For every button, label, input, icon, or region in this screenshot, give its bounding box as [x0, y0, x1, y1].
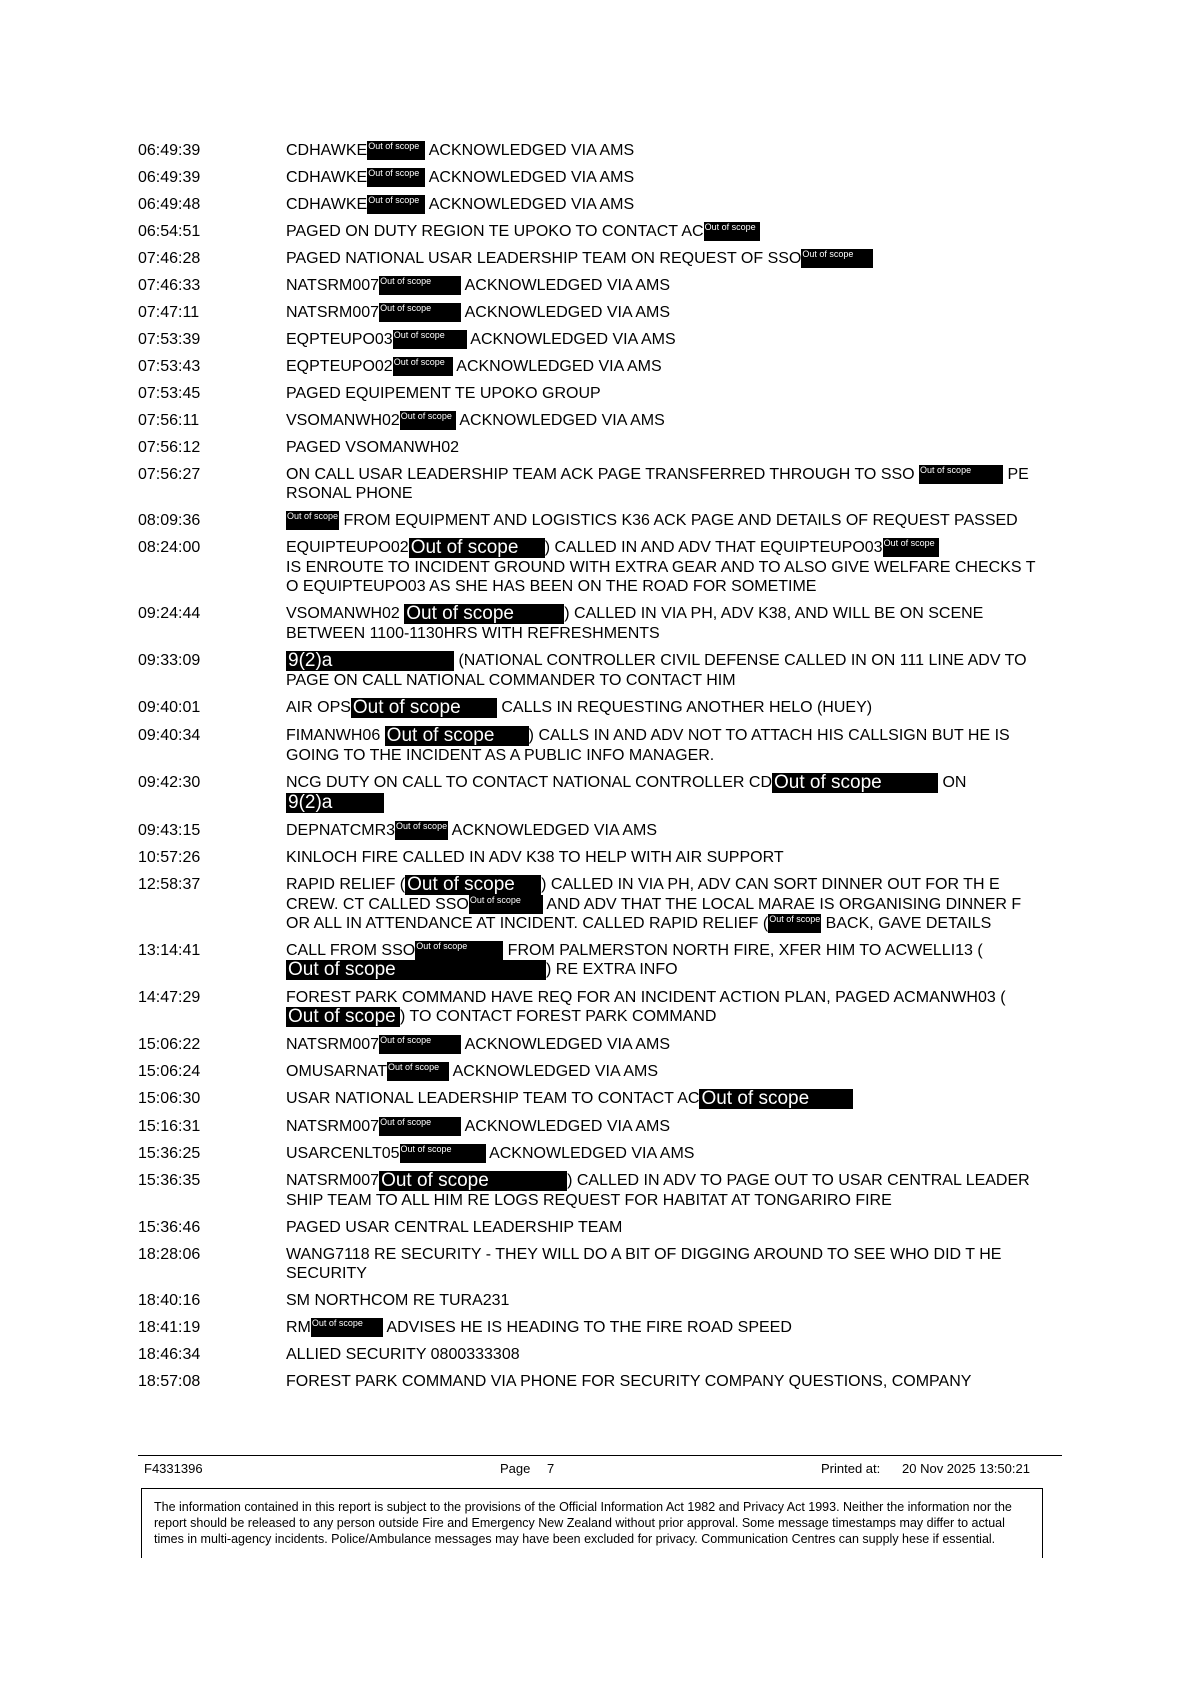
redaction-box: Out of scope	[409, 538, 545, 558]
redaction-box: Out of scope	[379, 1035, 461, 1054]
log-timestamp: 07:53:39	[138, 331, 201, 348]
message-text	[939, 539, 943, 556]
message-text: EQPTEUPO03	[286, 331, 393, 348]
message-text: EQUIPTEUPO02	[286, 539, 409, 556]
message-text: KINLOCH FIRE CALLED IN ADV K38 TO HELP WITH AIR SUPPORT	[286, 849, 784, 866]
log-timestamp: 15:06:24	[138, 1063, 201, 1080]
log-message	[286, 465, 1038, 503]
redaction-box: Out of scope	[415, 941, 503, 960]
log-entry	[138, 276, 1038, 295]
redaction-box: Out of scope	[883, 538, 939, 557]
log-entry	[138, 538, 1038, 596]
log-timestamp: 12:58:37	[138, 876, 201, 893]
printed-timestamp: 20 Nov 2025 13:50:21	[902, 1461, 1030, 1476]
redaction-box: Out of scope	[699, 1089, 853, 1109]
redaction-box: Out of scope	[404, 604, 564, 624]
log-message	[286, 988, 1038, 1027]
redaction-box: Out of scope	[387, 1062, 449, 1081]
log-message	[286, 1218, 1038, 1237]
log-message	[286, 276, 1038, 295]
message-text: EQPTEUPO02	[286, 358, 393, 375]
log-entry	[138, 848, 1038, 867]
redaction-box: Out of scope	[469, 895, 543, 914]
message-text: ) CALLED IN VIA PH, ADV CAN SORT DINNER OUT FOR TH E CREW. CT CALLED SSO	[286, 876, 1000, 913]
log-message	[286, 773, 1038, 813]
log-timestamp: 15:16:31	[138, 1118, 201, 1135]
message-text: CDHAWKE	[286, 169, 368, 186]
log-message	[286, 1144, 1038, 1163]
message-text: AIR OPS	[286, 699, 351, 716]
redaction-box: Out of scope	[385, 726, 529, 746]
redaction-box: Out of scope	[919, 465, 1003, 484]
printed-label: Printed at:	[821, 1461, 881, 1476]
log-entry	[138, 511, 1038, 530]
message-text: ) CALLED IN ADV TO PAGE OUT TO USAR CENTRAL LEADER SHIP TEAM TO ALL HIM RE LOGS REQUEST FOR HABITAT AT TONGARIRO FIRE	[286, 1172, 1030, 1209]
message-text: USARCENLT05	[286, 1145, 400, 1162]
log-timestamp: 09:40:01	[138, 699, 201, 716]
redaction-box: Out of scope	[393, 330, 467, 349]
log-timestamp: 15:36:35	[138, 1172, 201, 1189]
message-text: ADVISES HE IS HEADING TO THE FIRE ROAD SPEED	[382, 1319, 792, 1336]
log-entry	[138, 168, 1038, 187]
log-timestamp: 06:49:39	[138, 169, 201, 186]
log-message	[286, 357, 1038, 376]
redaction-box: Out of scope	[367, 141, 425, 160]
log-timestamp: 08:09:36	[138, 512, 201, 529]
message-text: PE RSONAL PHONE	[286, 466, 1029, 502]
message-text: OMUSARNAT	[286, 1063, 388, 1080]
message-text: NATSRM007	[286, 304, 380, 321]
message-text: ACKNOWLEDGED VIA AMS	[485, 1145, 695, 1162]
log-message	[286, 1291, 1038, 1310]
log-message	[286, 411, 1038, 430]
log-entry	[138, 875, 1038, 933]
message-text: FROM PALMERSTON NORTH FIRE, XFER HIM TO ACWELLI13 (	[503, 942, 983, 959]
redaction-box: Out of scope	[400, 1144, 486, 1163]
message-text: RM	[286, 1319, 311, 1336]
log-entry	[138, 1117, 1038, 1136]
log-message	[286, 1171, 1038, 1210]
log-message	[286, 1245, 1038, 1283]
log-message	[286, 1117, 1038, 1136]
message-text: ACKNOWLEDGED VIA AMS	[461, 277, 671, 294]
log-entry	[138, 222, 1038, 241]
message-text: CDHAWKE	[286, 142, 368, 159]
log-entry	[138, 1144, 1038, 1163]
log-message	[286, 604, 1038, 643]
log-message	[286, 1062, 1038, 1081]
message-text: NCG DUTY ON CALL TO CONTACT NATIONAL CONTROLLER CD	[286, 774, 772, 791]
log-timestamp: 15:36:25	[138, 1145, 201, 1162]
redaction-box: Out of scope	[393, 357, 453, 376]
message-text: ACKNOWLEDGED VIA AMS	[461, 1118, 671, 1135]
incident-log	[138, 141, 1038, 1399]
message-text: PAGED VSOMANWH02	[286, 439, 460, 456]
message-text: NATSRM007	[286, 1118, 380, 1135]
message-text: ACKNOWLEDGED VIA AMS	[425, 142, 635, 159]
redaction-box: Out of scope	[311, 1318, 383, 1337]
log-timestamp: 18:46:34	[138, 1346, 201, 1363]
log-timestamp: 09:43:15	[138, 822, 201, 839]
log-entry	[138, 384, 1038, 403]
message-text: ALLIED SECURITY 0800333308	[286, 1346, 520, 1363]
log-timestamp: 18:57:08	[138, 1373, 201, 1390]
redaction-box: Out of scope	[286, 960, 546, 980]
message-text: NATSRM007	[286, 1172, 380, 1189]
log-timestamp: 07:46:28	[138, 250, 201, 267]
log-message	[286, 875, 1038, 933]
log-timestamp: 15:36:46	[138, 1219, 201, 1236]
message-text: ACKNOWLEDGED VIA AMS	[425, 196, 635, 213]
message-text: USAR NATIONAL LEADERSHIP TEAM TO CONTACT AC	[286, 1090, 700, 1107]
log-entry	[138, 1089, 1038, 1109]
log-timestamp: 07:56:11	[138, 412, 200, 429]
message-text: FROM EQUIPMENT AND LOGISTICS K36 ACK PAGE AND DETAILS OF REQUEST PASSED	[339, 512, 1018, 529]
redaction-box: Out of scope	[768, 914, 821, 933]
log-entry	[138, 1345, 1038, 1364]
redaction-box: Out of scope	[351, 698, 497, 718]
message-text: ) CALLED IN AND ADV THAT EQUIPTEUPO03	[544, 539, 883, 556]
log-timestamp: 07:53:45	[138, 385, 201, 402]
redaction-box: Out of scope	[379, 276, 461, 295]
log-message	[286, 1372, 1038, 1391]
redaction-box: 9(2)a	[286, 651, 454, 671]
message-text: ACKNOWLEDGED VIA AMS	[452, 358, 662, 375]
message-text: CDHAWKE	[286, 196, 368, 213]
log-message	[286, 651, 1038, 690]
message-text: PAGED NATIONAL USAR LEADERSHIP TEAM ON REQUEST OF SSO	[286, 250, 802, 267]
message-text: IS ENROUTE TO INCIDENT GROUND WITH EXTRA GEAR AND TO ALSO GIVE WELFARE CHECKS T O EQUIPTEUPO03 AS SHE HAS BEEN ON THE ROAD FOR SOMETIME	[286, 559, 1036, 595]
log-message	[286, 511, 1038, 530]
log-entry	[138, 411, 1038, 430]
log-timestamp: 07:53:43	[138, 358, 201, 375]
footer-divider	[138, 1455, 1062, 1456]
redaction-box: Out of scope	[379, 303, 461, 322]
redaction-box: Out of scope	[367, 195, 425, 214]
log-timestamp: 06:49:48	[138, 196, 201, 213]
log-timestamp: 07:56:27	[138, 466, 201, 483]
redaction-box: Out of scope	[405, 875, 541, 895]
log-timestamp: 09:33:09	[138, 652, 201, 669]
log-timestamp: 18:41:19	[138, 1319, 201, 1336]
log-message	[286, 168, 1038, 187]
redaction-box: Out of scope	[379, 1171, 567, 1191]
log-timestamp: 06:49:39	[138, 142, 201, 159]
log-message	[286, 848, 1038, 867]
log-entry	[138, 1372, 1038, 1391]
log-timestamp: 06:54:51	[138, 223, 201, 240]
redaction-box: Out of scope	[286, 511, 339, 530]
message-text: NATSRM007	[286, 277, 380, 294]
message-text: NATSRM007	[286, 1036, 380, 1053]
message-text: ) CALLS IN AND ADV NOT TO ATTACH HIS CALLSIGN BUT HE IS GOING TO THE INCIDENT AS A PUBLIC INFO MANAGER.	[286, 727, 1010, 764]
log-message	[286, 330, 1038, 349]
message-text: CALL FROM SSO	[286, 942, 416, 959]
log-entry	[138, 773, 1038, 813]
page-number: 7	[547, 1461, 555, 1476]
log-timestamp: 09:24:44	[138, 605, 201, 622]
log-entry	[138, 604, 1038, 643]
log-timestamp: 15:06:30	[138, 1090, 201, 1107]
message-text: VSOMANWH02	[286, 412, 400, 429]
log-entry	[138, 941, 1038, 980]
log-entry	[138, 1245, 1038, 1283]
log-entry	[138, 357, 1038, 376]
message-text: ACKNOWLEDGED VIA AMS	[461, 1036, 671, 1053]
log-entry	[138, 1171, 1038, 1210]
log-entry	[138, 303, 1038, 322]
log-message	[286, 195, 1038, 214]
log-timestamp: 14:47:29	[138, 989, 201, 1006]
log-entry	[138, 1291, 1038, 1310]
log-timestamp: 07:46:33	[138, 277, 201, 294]
log-entry	[138, 821, 1038, 840]
log-message	[286, 821, 1038, 840]
message-text: RAPID RELIEF (	[286, 876, 406, 893]
message-text: PAGED USAR CENTRAL LEADERSHIP TEAM	[286, 1219, 623, 1236]
log-timestamp: 07:47:11	[138, 304, 200, 321]
message-text: ACKNOWLEDGED VIA AMS	[455, 412, 665, 429]
message-text: BACK, GAVE DETAILS	[821, 915, 992, 932]
redaction-box: Out of scope	[367, 168, 425, 187]
log-entry	[138, 195, 1038, 214]
log-message	[286, 141, 1038, 160]
message-text: WANG7118 RE SECURITY - THEY WILL DO A BIT OF DIGGING AROUND TO SEE WHO DID T HE SECURITY	[286, 1246, 1002, 1282]
log-timestamp: 07:56:12	[138, 439, 201, 456]
disclaimer-text: The information contained in this report is subject to the provisions of the Official Information Act 1982 and Privacy Act 1993. Neither the information nor the report should be released to any person outside Fire and Emergency New Zealand without prior approval. Some message timestamps may differ to actual times in multi-agency incidents. Police/Ambulance messages may have been excluded for privacy. Communication Centres can supply hese if essential.	[141, 1488, 1043, 1558]
log-entry	[138, 1218, 1038, 1237]
log-message	[286, 941, 1038, 980]
log-entry	[138, 330, 1038, 349]
log-message	[286, 303, 1038, 322]
log-entry	[138, 988, 1038, 1027]
redaction-box: Out of scope	[704, 222, 760, 241]
log-message	[286, 249, 1038, 268]
message-text: CALLS IN REQUESTING ANOTHER HELO (HUEY)	[496, 699, 873, 716]
log-timestamp: 18:40:16	[138, 1292, 201, 1309]
log-timestamp: 18:28:06	[138, 1246, 201, 1263]
message-text: AND ADV THAT THE LOCAL MARAE IS ORGANISING DINNER F OR ALL IN ATTENDANCE AT INCIDENT. CALLED RAPID RELIEF (	[286, 896, 1022, 932]
message-text: VSOMANWH02	[286, 605, 405, 622]
message-text: ) RE EXTRA INFO	[546, 961, 678, 978]
message-text: ACKNOWLEDGED VIA AMS	[448, 822, 658, 839]
log-entry	[138, 465, 1038, 503]
log-message	[286, 438, 1038, 457]
message-text: ACKNOWLEDGED VIA AMS	[425, 169, 635, 186]
log-message	[286, 1318, 1038, 1337]
log-timestamp: 09:40:34	[138, 727, 201, 744]
log-entry	[138, 698, 1038, 718]
message-text: ON CALL USAR LEADERSHIP TEAM ACK PAGE TRANSFERRED THROUGH TO SSO	[286, 466, 920, 483]
log-entry	[138, 438, 1038, 457]
message-text: ACKNOWLEDGED VIA AMS	[461, 304, 671, 321]
message-text: ) TO CONTACT FOREST PARK COMMAND	[400, 1008, 717, 1025]
log-message	[286, 222, 1038, 241]
redaction-box: Out of scope	[379, 1117, 461, 1136]
message-text: FIMANWH06	[286, 727, 385, 744]
log-message	[286, 1345, 1038, 1364]
redaction-box: Out of scope	[400, 411, 456, 430]
message-text: PAGED EQUIPEMENT TE UPOKO GROUP	[286, 385, 601, 402]
log-message	[286, 384, 1038, 403]
log-message	[286, 1035, 1038, 1054]
message-text: FOREST PARK COMMAND HAVE REQ FOR AN INCIDENT ACTION PLAN, PAGED ACMANWH03 (	[286, 989, 1006, 1006]
redaction-box: Out of scope	[772, 773, 938, 793]
message-text: (NATIONAL CONTROLLER CIVIL DEFENSE CALLED IN ON 111 LINE ADV TO PAGE ON CALL NATIONAL COMMANDER TO CONTACT HIM	[286, 652, 1027, 689]
message-text: FOREST PARK COMMAND VIA PHONE FOR SECURITY COMPANY QUESTIONS, COMPANY	[286, 1373, 972, 1390]
redaction-box: Out of scope	[286, 1007, 400, 1027]
message-text: ACKNOWLEDGED VIA AMS	[449, 1063, 658, 1080]
message-text: ACKNOWLEDGED VIA AMS	[466, 331, 676, 348]
redaction-box: Out of scope	[801, 249, 873, 268]
log-timestamp: 09:42:30	[138, 774, 201, 791]
log-entry	[138, 1035, 1038, 1054]
log-message	[286, 698, 1038, 718]
log-entry	[138, 1318, 1038, 1337]
message-text: DEPNATCMR3	[286, 822, 396, 839]
log-entry	[138, 651, 1038, 690]
message-text: PAGED ON DUTY REGION TE UPOKO TO CONTACT AC	[286, 223, 704, 240]
message-text: SM NORTHCOM RE TURA231	[286, 1292, 510, 1309]
log-message	[286, 1089, 1038, 1109]
log-entry	[138, 726, 1038, 765]
redaction-box: 9(2)a	[286, 793, 384, 813]
message-text: ON	[938, 774, 967, 791]
log-entry	[138, 1062, 1038, 1081]
log-timestamp: 15:06:22	[138, 1036, 201, 1053]
log-message	[286, 726, 1038, 765]
document-id: F4331396	[144, 1461, 203, 1476]
message-text: ) CALLED IN VIA PH, ADV K38, AND WILL BE ON SCENE BETWEEN 1100-1130HRS WITH REFRESHMENTS	[286, 605, 984, 642]
log-message	[286, 538, 1038, 596]
log-timestamp: 13:14:41	[138, 942, 201, 959]
log-timestamp: 08:24:00	[138, 539, 201, 556]
log-entry	[138, 249, 1038, 268]
page-label: Page	[500, 1461, 531, 1476]
log-timestamp: 10:57:26	[138, 849, 201, 866]
redaction-box: Out of scope	[395, 821, 448, 840]
log-entry	[138, 141, 1038, 160]
